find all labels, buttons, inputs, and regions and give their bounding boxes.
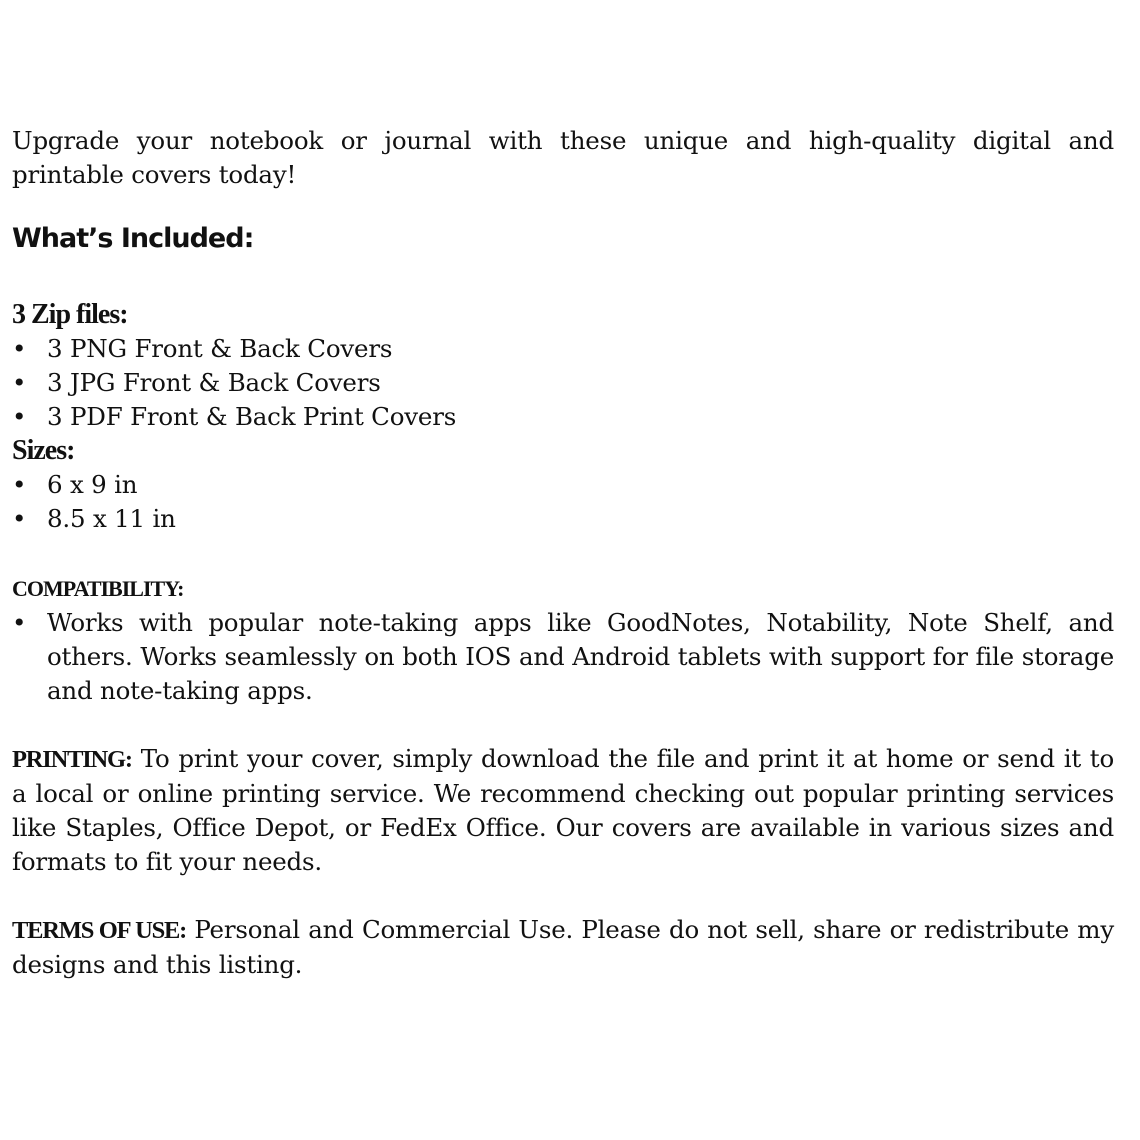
- list-item-text: 3 JPG Front & Back Covers: [47, 368, 381, 397]
- terms-text: Personal and Commercial Use. Please do not sell, share or redistribute my designs and this listing.: [12, 915, 1114, 979]
- list-item: [12, 502, 1114, 536]
- sizes-heading: Sizes:: [12, 435, 75, 466]
- terms-paragraph: [12, 913, 1114, 982]
- compatibility-heading: COMPATIBILITY:: [12, 576, 184, 601]
- printing-paragraph: [12, 742, 1114, 879]
- bullet-icon: •: [12, 504, 27, 533]
- compatibility-list: [12, 606, 1114, 708]
- list-item: [12, 400, 1114, 434]
- list-item-text: 3 PDF Front & Back Print Covers: [47, 402, 457, 431]
- sizes-list: [12, 468, 1114, 536]
- bullet-icon: •: [12, 608, 27, 637]
- list-item: [12, 468, 1114, 502]
- listing-description: [12, 124, 1114, 982]
- list-item-text: Works with popular note-taking apps like GoodNotes, Notability, Note Shelf, and others. Works seamlessly on both IOS and Android tablets with support for file storage and note-taking apps.: [47, 608, 1114, 705]
- bullet-icon: •: [12, 368, 27, 397]
- list-item: [12, 366, 1114, 400]
- list-item: [12, 332, 1114, 366]
- whats-included-heading: What’s Included:: [12, 223, 254, 254]
- bullet-icon: •: [12, 470, 27, 499]
- intro-paragraph: Upgrade your notebook or journal with these unique and high-quality digital and printable covers today!: [12, 126, 1114, 189]
- bullet-icon: •: [12, 334, 27, 363]
- list-item: [12, 606, 1114, 708]
- list-item-text: 8.5 x 11 in: [47, 504, 176, 533]
- zip-files-list: [12, 332, 1114, 434]
- list-item-text: 6 x 9 in: [47, 470, 138, 499]
- zip-files-heading: 3 Zip files:: [12, 299, 128, 330]
- terms-label: TERMS OF USE:: [12, 917, 187, 944]
- printing-label: PRINTING:: [12, 746, 132, 773]
- list-item-text: 3 PNG Front & Back Covers: [47, 334, 393, 363]
- printing-text: To print your cover, simply download the file and print it at home or send it to a local or online printing service. We recommend checking out popular printing services like Staples, Office Depot, or FedEx Office. Our covers are available in various sizes and formats to fit your needs.: [12, 744, 1114, 876]
- bullet-icon: •: [12, 402, 27, 431]
